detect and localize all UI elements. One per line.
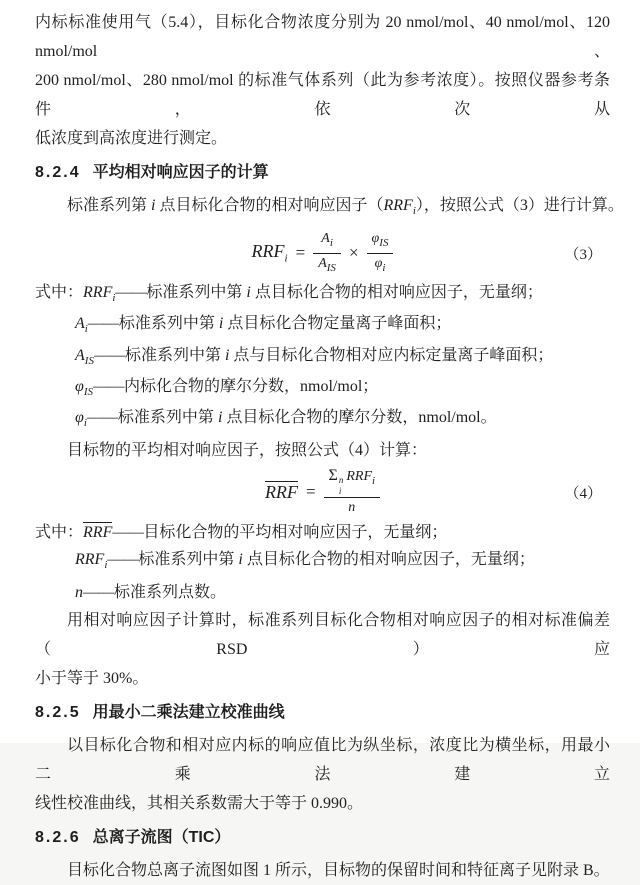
def-term-sub: i: [83, 417, 87, 430]
definition-item: [35, 579, 610, 606]
def-dash: ——: [83, 584, 114, 602]
eq3-lhs: [252, 241, 288, 265]
equals-sign: =: [295, 243, 306, 263]
eq4-num-sub: i: [372, 475, 376, 488]
eq3-num2-var: φ: [371, 230, 380, 246]
eq4-fraction: [324, 467, 381, 517]
eq3-num-var: A: [321, 230, 330, 246]
def-term: RRF: [83, 524, 113, 542]
eq4-den-var: n: [348, 499, 356, 515]
equation-3: [35, 226, 610, 280]
sigma-limits: [339, 475, 344, 496]
def-text: 目标化合物的平均相对响应因子，无量纲；: [143, 524, 448, 542]
section-title: 总离子流图（TIC）: [92, 829, 231, 847]
eq3-den-sub: IS: [326, 261, 336, 274]
def-text: 点目标化合物的相对响应因子，无量纲；: [242, 551, 535, 569]
section-title: 用最小二乘法建立校准曲线: [92, 704, 285, 722]
def-text: 标准系列中第: [138, 551, 239, 569]
def-text: 标准系列中第: [118, 315, 219, 333]
def-text: 点目标化合物定量离子峰面积；: [223, 315, 452, 333]
eq3-den2-var: φ: [374, 255, 383, 271]
def-text: 标准系列点数。: [114, 584, 227, 602]
def-var-i: i: [217, 408, 223, 426]
section-heading-825: [35, 703, 610, 723]
eq3-den2-sub: i: [382, 261, 386, 274]
definition-item: [35, 546, 610, 579]
section-number: 8.2.5: [35, 704, 81, 722]
def-dash: ——: [86, 408, 118, 426]
def-term-sub: i: [112, 292, 116, 305]
def-term-sub: i: [104, 559, 108, 572]
eq3-fraction-areas: [313, 230, 341, 277]
definition-item: [35, 405, 610, 436]
eq3-lhs-var: RRF: [251, 241, 285, 262]
sigma-lower: i: [338, 485, 342, 496]
def-dash: ——: [112, 524, 144, 542]
def-term: φ: [75, 408, 84, 426]
where-label: 式中：: [35, 284, 84, 302]
sigma-symbol: Σ: [328, 467, 338, 485]
var-rrf: RRF: [383, 197, 413, 214]
def-var-i: i: [246, 284, 251, 302]
def-var-i: i: [224, 346, 230, 364]
section-number: 8.2.4: [35, 164, 81, 181]
where-line: [35, 519, 610, 546]
definition-item: [35, 374, 610, 405]
def-term-sub: i: [84, 323, 88, 336]
sigma-upper: n: [338, 475, 344, 486]
para-rrf-intro: [35, 191, 624, 226]
definition-item: [35, 311, 610, 342]
def-dash: ——: [115, 284, 147, 302]
where-label: 式中：: [35, 524, 84, 542]
eq3-den-var: A: [318, 255, 327, 271]
para-825-line-1: 以目标化合物和相对应内标的响应值比为纵坐标，浓度比为横坐标，用最小二乘法建立: [35, 737, 610, 784]
intro-line-3: 低浓度到高浓度进行测定。: [35, 130, 228, 147]
section-number: 8.2.6: [35, 829, 81, 847]
def-term: φ: [75, 377, 84, 395]
equals-sign: =: [305, 482, 316, 502]
def-term: RRF: [83, 284, 113, 302]
where-line: [35, 280, 610, 311]
equation-4-number: （4）: [564, 485, 602, 502]
eq3-num2-sub: IS: [379, 236, 389, 249]
def-term-overline: [83, 522, 112, 542]
def-term-sub: IS: [83, 385, 94, 398]
def-text: 点目标化合物的摩尔分数，nmol/mol。: [222, 408, 497, 426]
def-var-i: i: [238, 551, 243, 569]
section-heading-824: [35, 163, 610, 183]
def-term: A: [75, 346, 85, 364]
eq3-num-sub: i: [329, 236, 333, 249]
def-text: 点目标化合物的相对响应因子，无量纲；: [250, 284, 543, 302]
eq4-lhs-overline: [265, 481, 298, 503]
def-text: 标准系列中第: [146, 284, 247, 302]
def-text: 标准系列中第: [124, 346, 225, 364]
def-dash: ——: [93, 346, 125, 364]
def-text: 内标化合物的摩尔分数，nmol/mol；: [124, 377, 379, 395]
def-text: 标准系列中第: [117, 408, 218, 426]
para-avg-rrf: 目标物的平均相对响应因子，按照公式（4）计算：: [67, 442, 428, 460]
def-term-sub: IS: [84, 354, 94, 367]
intro-line-2: 200 nmol/mol、280 nmol/mol 的标准气体系列（此为参考浓度）。按照仪器参考条件，依次从: [35, 72, 610, 118]
def-dash: ——: [93, 377, 125, 395]
intro-line-1: 内标标准使用气（5.4），目标化合物浓度分别为 20 nmol/mol、40 nmol/mol、120 nmol/mol、: [35, 14, 610, 60]
eq3-lhs-sub: i: [284, 252, 288, 265]
equation-3-number: （3）: [564, 246, 602, 263]
eq4-lhs-var: RRF: [264, 482, 298, 503]
para-825-line-2: 线性校准曲线，其相关系数需大于等于 0.990。: [35, 795, 364, 813]
def-term: A: [75, 315, 85, 333]
para-rsd-line-1: 用相对响应因子计算时，标准系列目标化合物相对响应因子的相对标准偏差（RSD）应: [35, 612, 610, 659]
para-text: 点目标化合物的相对响应因子（: [155, 197, 384, 214]
section-title: 平均相对响应因子的计算: [92, 164, 269, 181]
eq4-num-var: RRF: [346, 469, 372, 485]
definition-item: [35, 343, 610, 374]
def-dash: ——: [87, 315, 119, 333]
section-heading-826: [35, 828, 610, 848]
def-term: n: [75, 584, 83, 602]
para-text: ），按照公式（3）进行计算。: [415, 197, 624, 214]
para-text: 标准系列第: [67, 197, 152, 214]
equation-4: [35, 465, 610, 519]
para-rsd-line-2: 小于等于 30%。: [35, 670, 149, 688]
def-dash: ——: [107, 551, 139, 569]
var-i: i: [151, 197, 156, 214]
def-term: RRF: [75, 551, 105, 569]
def-text: 点与目标化合物相对应内标定量离子峰面积；: [229, 346, 554, 364]
def-var-i: i: [218, 315, 224, 333]
multiply-sign: ×: [348, 243, 359, 263]
para-826: 目标化合物总离子流图如图 1 所示，目标物的保留时间和特征离子见附录 B。: [67, 862, 610, 880]
var-rrf-sub: i: [412, 205, 416, 218]
eq3-fraction-molefractions: [367, 230, 394, 277]
